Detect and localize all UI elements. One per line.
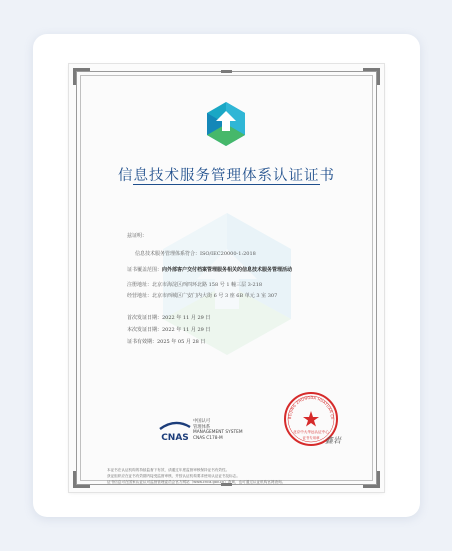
scope-line xyxy=(127,266,292,273)
scope-label: 证书覆盖范围： xyxy=(127,267,163,273)
footer-line: 本证书在认证机构的持续监督下有效，请通过年度监督审核保持证书有效性。 xyxy=(107,468,230,472)
corner-ornament xyxy=(73,68,90,85)
corner-ornament xyxy=(363,471,380,488)
cnas-cn-line1: 中国认可 xyxy=(193,419,211,424)
frame-notch-top xyxy=(221,70,232,73)
corner-ornament xyxy=(73,471,90,488)
title-underline xyxy=(133,184,320,185)
standard-line: 信息技术服务管理体系符合：ISO/IEC20000-1:2018 xyxy=(135,251,256,257)
signature: 鑫岩 xyxy=(325,436,341,445)
seal-bottom-text: 证书专用章 xyxy=(302,436,320,440)
footer-line: 获证组织应在证书有效期内接受监督审核，并按认证机构要求使用认证证书及标志。 xyxy=(107,474,240,478)
scope-value: 向外部客户交付档案管理服务相关的信息技术服务管理活动 xyxy=(162,267,293,273)
footer-line: 证书信息可在国家认证认可监督管理委员会官方网站（www.cnca.gov.cn）查询，也可通过认证机构官网查询。 xyxy=(107,480,286,484)
expiry-date: 证书有效期：2025 年 05 月 28 日 xyxy=(127,339,206,345)
certification-body-logo-icon xyxy=(204,100,248,148)
svg-text:BEIJING ZHONGDA HUAYUAN CERTIF xyxy=(283,391,334,420)
cnas-accreditation-icon xyxy=(157,420,193,444)
first-issue-date: 首次发证日期：2022 年 11 月 29 日 xyxy=(127,315,211,321)
seal-outer-text: BEIJING ZHONGDA HUAYUAN CE xyxy=(287,395,335,420)
cnas-info xyxy=(193,419,243,441)
business-address: 经营地址：北京市西城区广安门内大街 6 号 3 座 6B 单元 3 室 307 xyxy=(127,293,278,299)
registered-address: 注册地址：北京市海淀区西四环北路 158 号 1 幢三层 3-218 xyxy=(127,282,263,288)
certificate-card xyxy=(33,34,420,517)
this-issue-date: 本次发证日期：2022 年 11 月 29 日 xyxy=(127,327,211,333)
cnas-code: CNAS C178-M xyxy=(193,435,223,441)
corner-ornament xyxy=(363,68,380,85)
cnas-logo-text: CNAS xyxy=(161,433,189,443)
cnas-en-line: MANAGEMENT SYSTEM xyxy=(193,430,243,435)
seal-inner-text: 北京中大华远认证中心 xyxy=(293,430,329,434)
certificate-document xyxy=(69,64,384,492)
cnas-cn-line2: 管理体系 xyxy=(193,424,211,430)
certificate-title: 信息技术服务管理体系认证证书 xyxy=(118,168,335,184)
proof-label: 兹证明： xyxy=(127,233,148,239)
